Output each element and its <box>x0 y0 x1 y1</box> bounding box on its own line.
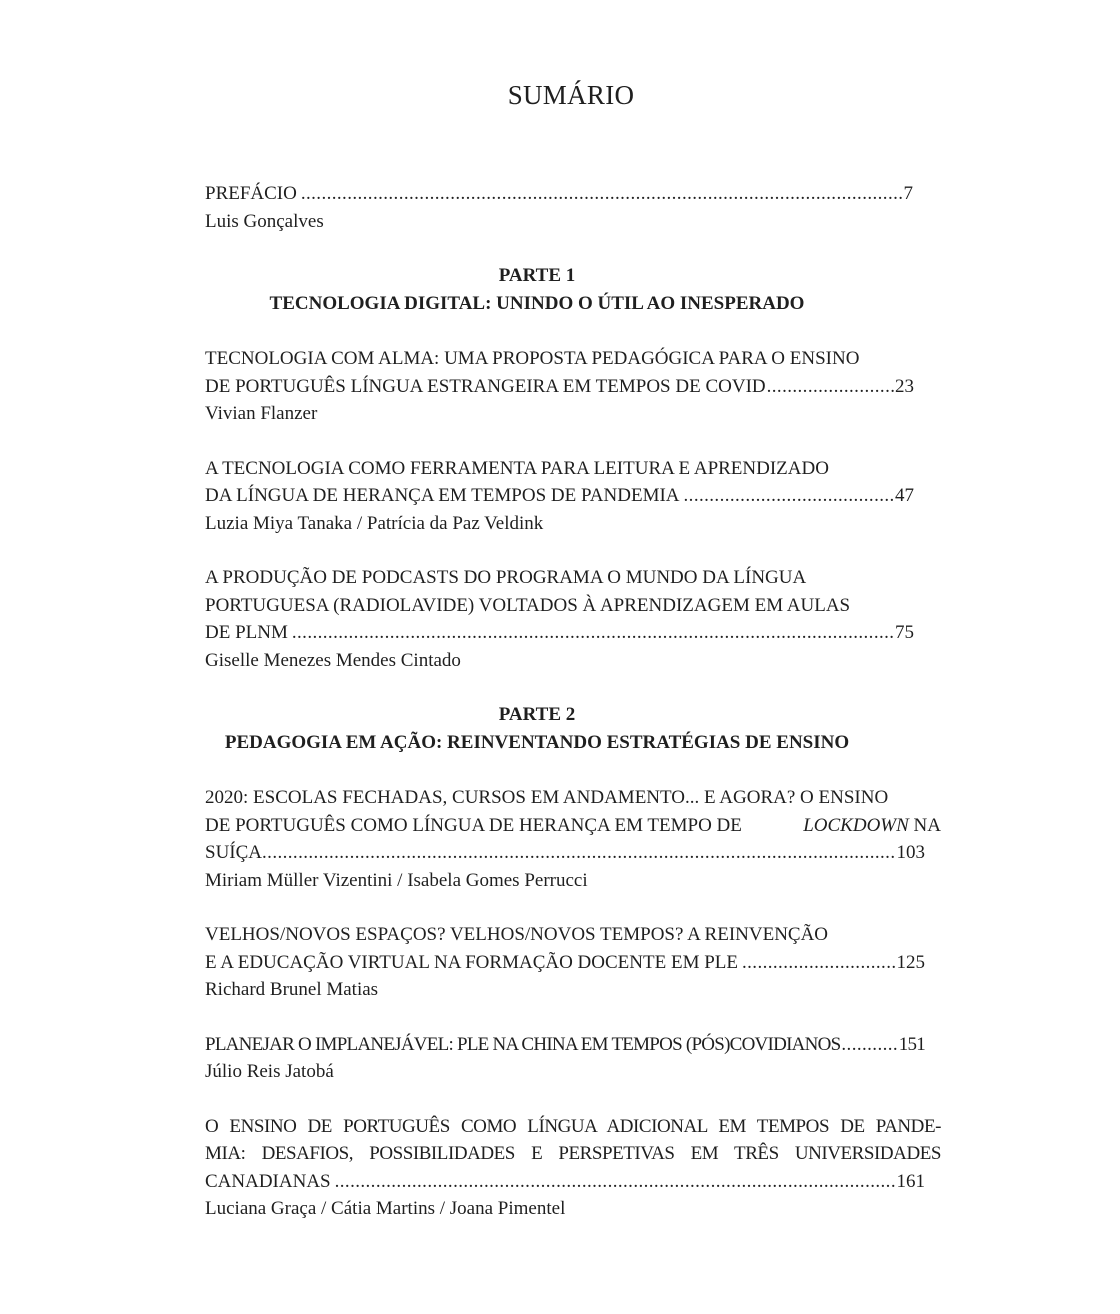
toc-page-number: 47 <box>895 485 914 506</box>
toc-entry-title-line <box>205 1168 925 1196</box>
toc-entry-author: Vivian Flanzer <box>205 403 318 424</box>
toc-page-number: 151 <box>898 1033 925 1055</box>
toc-entry-title: DE PORTUGUÊS COMO LÍNGUA DE HERANÇA EM TEMPO DE <box>205 814 742 836</box>
toc-entry-title-line: A PRODUÇÃO DE PODCASTS DO PROGRAMA O MUNDO DA LÍNGUA <box>205 567 807 588</box>
table-of-contents <box>205 180 941 1223</box>
toc-entry-author: Richard Brunel Matias <box>205 979 379 1000</box>
toc-entry <box>205 1113 941 1196</box>
toc-entry-title: NA <box>913 814 941 836</box>
toc-entry-title: DE PORTUGUÊS LÍNGUA ESTRANGEIRA EM TEMPOS DE COVID <box>205 375 766 397</box>
toc-page-number: 75 <box>895 622 914 643</box>
toc-entry-title-line: O ENSINO DE PORTUGUÊS COMO LÍNGUA ADICIONAL EM TEMPOS DE PANDE- <box>205 1115 941 1137</box>
toc-entry <box>205 564 914 647</box>
toc-entry-title-line <box>205 180 913 208</box>
toc-entry-title: PREFÁCIO <box>205 183 297 204</box>
toc-entry-title-line: VELHOS/NOVOS ESPAÇOS? VELHOS/NOVOS TEMPOS? A REINVENÇÃO <box>205 924 829 945</box>
toc-entry-italic: LOCKDOWN <box>803 814 909 836</box>
toc-entry-title: DA LÍNGUA DE HERANÇA EM TEMPOS DE PANDEMIA <box>205 485 680 506</box>
part-title: TECNOLOGIA DIGITAL: UNINDO O ÚTIL AO INESPERADO <box>269 292 805 314</box>
toc-entry <box>205 455 914 510</box>
toc-entry-title-tail <box>803 812 941 840</box>
toc-entry-author: Miriam Müller Vizentini / Isabela Gomes Perrucci <box>205 869 588 891</box>
toc-entry-title-line <box>205 1031 925 1059</box>
toc-entry-title: DE PLNM <box>205 622 288 643</box>
toc-entry <box>205 1031 925 1059</box>
toc-page-number: 125 <box>896 951 925 973</box>
toc-entry-author: Luciana Graça / Cátia Martins / Joana Pimentel <box>205 1198 566 1219</box>
toc-entry-title-line: 2020: ESCOLAS FECHADAS, CURSOS EM ANDAMENTO... E AGORA? O ENSINO <box>205 787 889 808</box>
part-heading <box>169 701 905 756</box>
toc-entry-title-line <box>205 812 941 840</box>
part-label: PARTE 2 <box>498 704 576 725</box>
toc-entry <box>205 921 925 976</box>
toc-page-number: 7 <box>903 183 913 204</box>
dot-leader <box>767 373 894 401</box>
toc-entry-title-line: MIA: DESAFIOS, POSSIBILIDADES E PERSPETIVAS EM TRÊS UNIVERSIDADES <box>205 1143 941 1164</box>
toc-entry-title-line <box>205 482 914 510</box>
dot-leader <box>301 180 903 208</box>
part-title: PEDAGOGIA EM AÇÃO: REINVENTANDO ESTRATÉGIAS DE ENSINO <box>224 731 850 753</box>
toc-entry-author: Giselle Menezes Mendes Cintado <box>205 649 461 671</box>
part-heading <box>169 262 905 317</box>
toc-entry-title-line: TECNOLOGIA COM ALMA: UMA PROPOSTA PEDAGÓGICA PARA O ENSINO <box>205 348 860 369</box>
toc-entry-author: Júlio Reis Jatobá <box>205 1061 334 1082</box>
toc-entry-title-line: PORTUGUESA (RADIOLAVIDE) VOLTADOS À APRENDIZAGEM EM AULAS <box>205 594 851 616</box>
toc-entry-title: SUÍÇA <box>205 842 263 863</box>
toc-entry <box>205 345 914 400</box>
toc-entry-title: CANADIANAS <box>205 1170 331 1192</box>
toc-entry-title-line <box>205 619 914 647</box>
toc-entry <box>205 784 941 867</box>
dot-leader <box>292 619 894 647</box>
toc-entry-preface <box>205 180 913 208</box>
dot-leader <box>742 949 896 977</box>
toc-entry-title: E A EDUCAÇÃO VIRTUAL NA FORMAÇÃO DOCENTE EM PLE <box>205 951 738 973</box>
toc-page-number: 103 <box>896 842 925 863</box>
dot-leader <box>684 482 894 510</box>
toc-page-number: 161 <box>896 1170 925 1192</box>
dot-leader <box>335 1168 896 1196</box>
toc-entry-title-line <box>205 373 914 401</box>
toc-entry-author: Luzia Miya Tanaka / Patrícia da Paz Veldink <box>205 512 544 534</box>
toc-entry-author: Luis Gonçalves <box>205 210 324 232</box>
toc-entry-title-line <box>205 839 925 867</box>
dot-leader <box>841 1031 897 1059</box>
part-label: PARTE 1 <box>498 265 576 286</box>
page-title: SUMÁRIO <box>507 80 635 110</box>
toc-entry-title-line: A TECNOLOGIA COMO FERRAMENTA PARA LEITURA E APRENDIZADO <box>205 457 829 479</box>
toc-page-number: 23 <box>895 375 914 397</box>
dot-leader <box>262 839 895 867</box>
toc-entry-title: PLANEJAR O IMPLANEJÁVEL: PLE NA CHINA EM TEMPOS (PÓS)COVIDIANOS <box>205 1033 841 1055</box>
toc-entry-title-line <box>205 949 925 977</box>
